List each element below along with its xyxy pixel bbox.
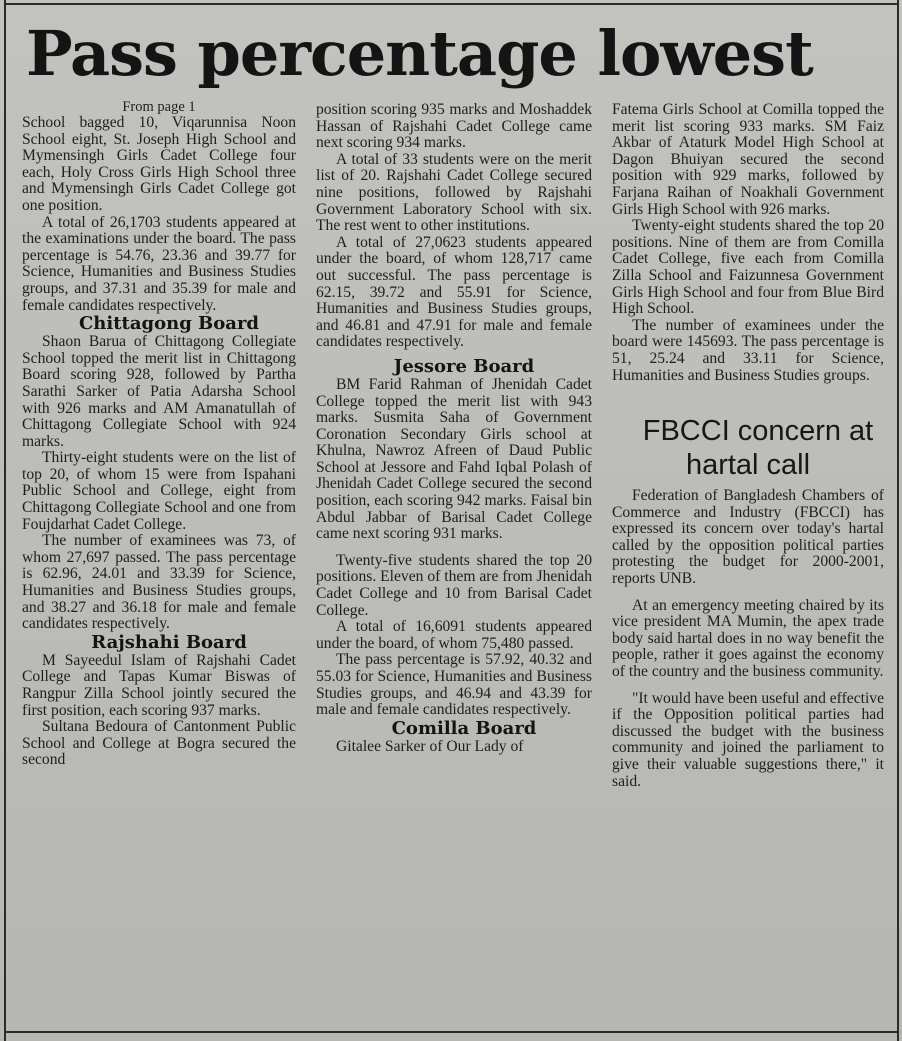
paragraph: "It would have been useful and effective if the Opposition political parties had discussed the budget with the business community and joined the parliament to give their valuable suggestions there," it said. (612, 689, 885, 790)
paragraph: Twenty-five students shared the top 20 positions. Eleven of them are from Jhenidah Cadet College and 10 from Barisal Cadet College. (316, 551, 592, 619)
paragraph: Shaon Barua of Chittagong Collegiate School topped the merit list in Chittagong Board scoring 928, followed by Partha Sarathi Sarker of Patia Adarsha School with 926 marks and AM Amanatullah of Chittagong Collegiate School with 924 marks. (22, 333, 296, 450)
paragraph: Gitalee Sarker of Our Lady of (336, 737, 524, 755)
paragraph: BM Farid Rahman of Jhenidah Cadet College topped the merit list with 943 marks. Susmita Saha of Government Coronation Secondary Girls school at Khulna, Nawroz Afreen of Daud Public School at Jessore and Fahd Iqbal Polash of Jhenidah Cadet College secured the second position, each scoring 942 marks. Faisal bin Abdul Jabbar of Barisal Cadet College came next scoring 931 marks. (316, 375, 592, 543)
column-3 (612, 102, 884, 790)
frame-rule-left (4, 0, 6, 1041)
paragraph: Fatema Girls School at Comilla topped the merit list scoring 933 marks. SM Faiz Akbar of Ataturk Model High School at Dagon Bhuiyan secured the second position with 929 marks, followed by Farjana Raihan of Noakhali Government Girls High School with 926 marks. (612, 101, 884, 218)
paragraph: Twenty-eight students shared the top 20 positions. Nine of them are from Comilla Cadet College, five each from Comilla Zilla School and Faizunnesa Government Girls High School and four from Blue Bird High School. (612, 217, 884, 318)
subheading-rajshahi-board: Rajshahi Board (91, 631, 247, 653)
frame-rule-top (4, 3, 899, 5)
paragraph: The pass percentage is 57.92, 40.32 and 55.03 for Science, Humanities and Business Studies groups, and 46.94 and 43.39 for male and female candidates respectively. (316, 651, 592, 719)
paragraph: School bagged 10, Viqarunnisa Noon School eight, St. Joseph High School and Mymensingh Girls Cadet College four each, Holy Cross Girls High School three and Mymensingh Girls Cadet College got one position. (22, 114, 296, 214)
subheading-chittagong-board: Chittagong Board (78, 313, 260, 335)
sidebar-story-headline: FBCCI concern at hartal call (642, 415, 874, 482)
frame-rule-right (897, 0, 899, 1041)
paragraph: M Sayeedul Islam of Rajshahi Cadet College and Tapas Kumar Biswas of Rangpur Zilla School jointly secured the first position, each scoring 937 marks. (22, 651, 296, 719)
paragraph: Sultana Bedoura of Cantonment Public School and College at Bogra secured the second (22, 718, 296, 769)
frame-rule-bottom (4, 1031, 899, 1033)
subheading-jessore-board: Jessore Board (393, 355, 535, 377)
paragraph: The number of examinees under the board were 145693. The pass percentage is 51, 25.24 and 33.11 for Science, Humanities and Business Studies groups. (612, 316, 884, 384)
paragraph: At an emergency meeting chaired by its vice president MA Mumin, the apex trade body said hartal does in no way benefit the people, rather it goes against the economy of the country and the business community. (612, 596, 884, 681)
column-2 (316, 102, 592, 755)
article-headline: Pass percentage lowest (26, 17, 813, 90)
paragraph: A total of 26,1703 students appeared at the examinations under the board. The pass percentage is 54.76, 23.36 and 39.77 for Science, Humanities and Business Studies groups, and 37.31 and 35.39 for male and female candidates respectively. (22, 213, 296, 314)
paragraph: Federation of Bangladesh Chambers of Commerce and Industry (FBCCI) has expressed its concern over today's hartal called by the opposition political parties protesting the budget for 2000-2001, reports UNB. (612, 487, 884, 588)
spacer (612, 384, 884, 414)
paragraph: A total of 16,6091 students appeared under the board, of whom 75,480 passed. (316, 618, 592, 652)
column-1 (22, 100, 296, 769)
continuation-note: From page 1 (122, 99, 196, 115)
subheading-comilla-board: Comilla Board (391, 717, 537, 739)
paragraph: A total of 27,0623 students appeared under the board, of whom 128,717 came out successful. The pass percentage is 62.15, 39.72 and 55.91 for Science, Humanities and Business Studies groups, and 46.81 and 47.91 for male and female candidates respectively. (316, 233, 592, 351)
paragraph: Thirty-eight students were on the list of top 20, of whom 15 were from Ispahani Public School and College, eight from Chittagong Collegiate School and one from Foujdarhat Cadet College. (22, 449, 296, 533)
paragraph: A total of 33 students were on the merit list of 20. Rajshahi Cadet College secured nine positions, followed by Rajshahi Government Laboratory School with six. The rest went to other institutions. (316, 150, 592, 235)
paragraph: position scoring 935 marks and Moshaddek Hassan of Rajshahi Cadet College came next scoring 934 marks. (316, 101, 592, 152)
paragraph: The number of examinees was 73, of whom 27,697 passed. The pass percentage is 62.96, 24.01 and 33.39 for Science, Humanities and Business Studies groups, and 38.27 and 36.18 for male and female candidates respectively. (22, 532, 296, 633)
